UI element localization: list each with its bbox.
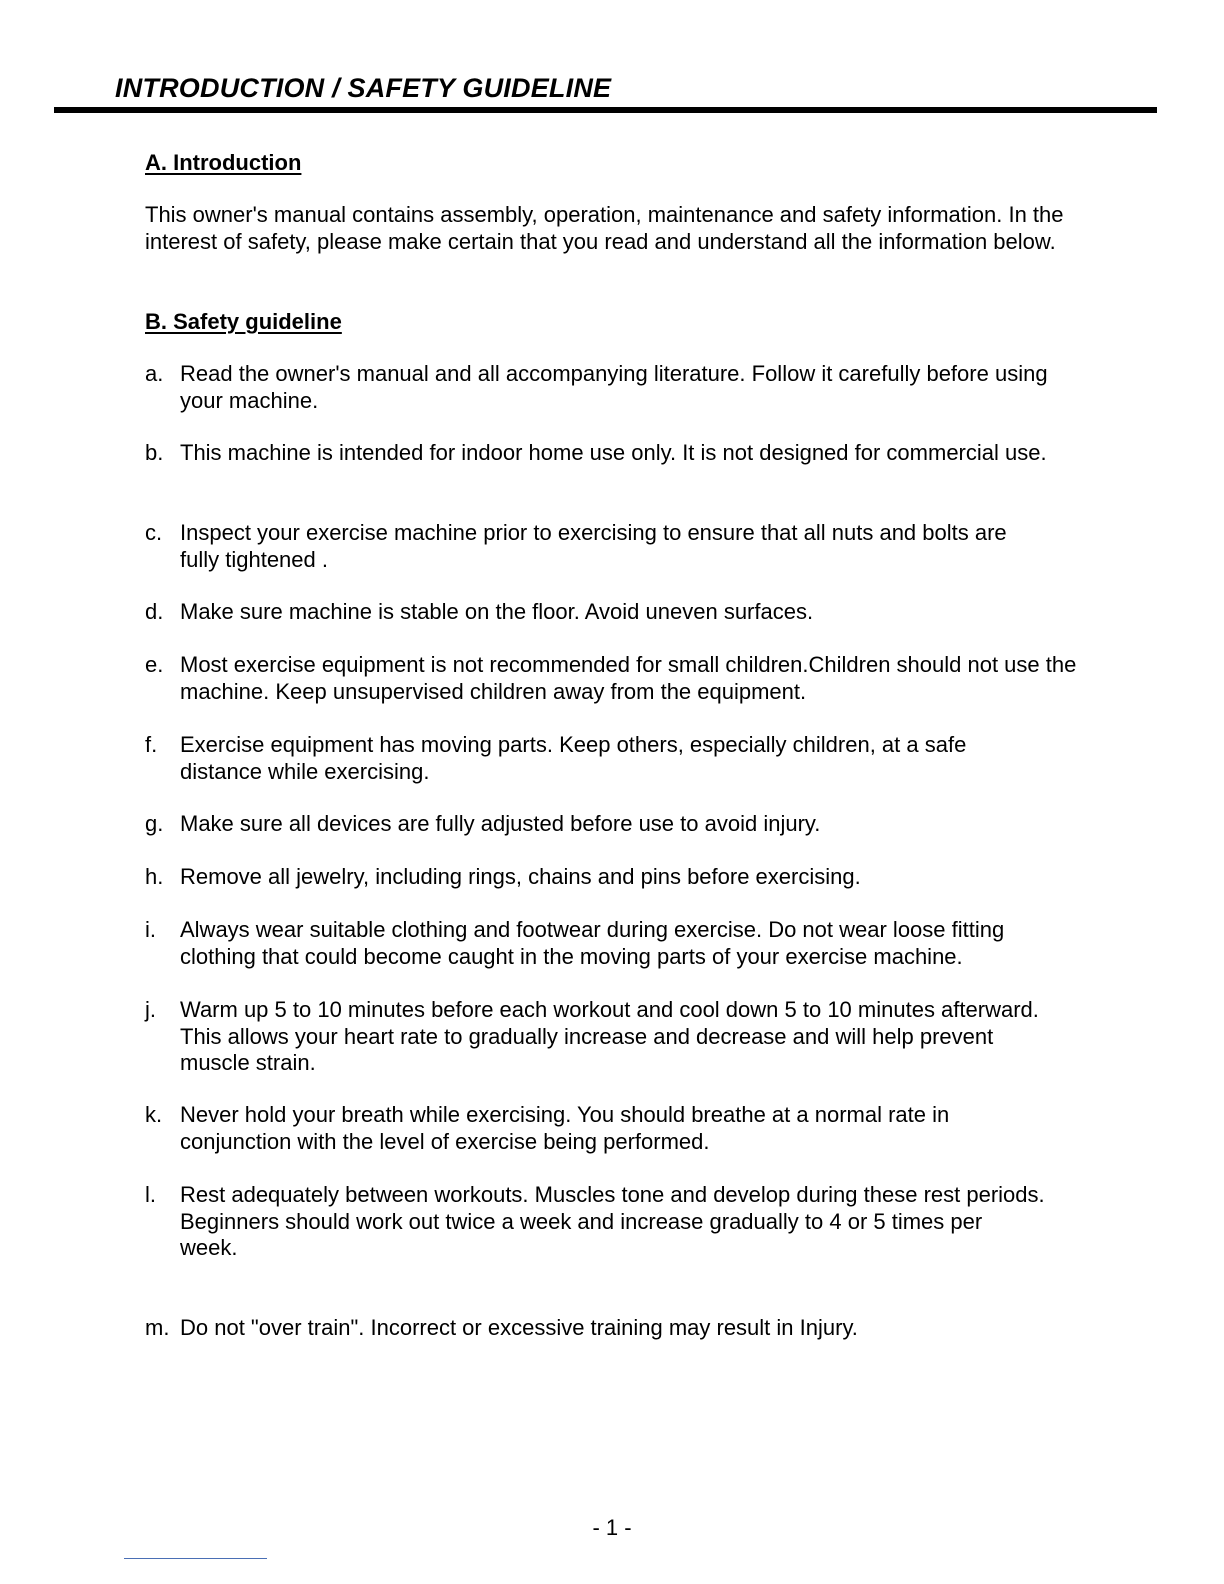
guideline-letter: d.: [145, 599, 164, 624]
guideline-letter: a.: [145, 361, 164, 386]
guideline-letter: f.: [145, 732, 158, 757]
guideline-letter: l.: [145, 1182, 156, 1207]
guideline-item-l: [145, 1182, 1045, 1262]
introduction-heading: A. Introduction: [145, 150, 302, 175]
guideline-letter: c.: [145, 520, 163, 545]
guideline-text: Make sure machine is stable on the floor. Avoid uneven surfaces.: [180, 599, 814, 624]
guideline-text: This machine is intended for indoor home use only. It is not designed for commercial use.: [180, 440, 1047, 465]
guideline-letter: j.: [145, 997, 156, 1022]
guideline-text: Make sure all devices are fully adjusted before use to avoid injury.: [180, 811, 821, 836]
guideline-item-f: [145, 732, 1045, 785]
guideline-item-h: [145, 864, 1105, 891]
guideline-text: Read the owner's manual and all accompanying literature. Follow it carefully before using your machine.: [180, 361, 1048, 413]
guideline-item-e: [145, 652, 1080, 705]
guideline-item-g: [145, 811, 1105, 838]
guideline-item-i: [145, 917, 1085, 970]
page-title: INTRODUCTION / SAFETY GUIDELINE: [115, 73, 612, 103]
guideline-text: Remove all jewelry, including rings, chains and pins before exercising.: [180, 864, 861, 889]
guideline-item-c: [145, 520, 1045, 573]
guideline-text-line-2: Beginners should work out twice a week and increase gradually to 4 or 5 times per week.: [180, 1208, 983, 1260]
guideline-item-j: [145, 997, 1045, 1077]
safety-guideline-heading: B. Safety guideline: [145, 309, 342, 334]
guideline-text: Inspect your exercise machine prior to exercising to ensure that all nuts and bolts are fully tightened .: [180, 520, 1007, 572]
introduction-paragraph: This owner's manual contains assembly, operation, maintenance and safety information. In the interest of safety, please make certain that you read and understand all the information below.: [145, 202, 1064, 254]
guideline-text: Exercise equipment has moving parts. Keep others, especially children, at a safe distance while exercising.: [180, 732, 967, 784]
guideline-letter: e.: [145, 652, 164, 677]
guideline-text-line-1: Rest adequately between workouts. Muscles tone and develop during these rest periods.: [180, 1182, 1045, 1207]
title-rule: [54, 107, 1157, 113]
guideline-item-b: [145, 440, 1080, 467]
guideline-item-d: [145, 599, 1105, 626]
guideline-text: Warm up 5 to 10 minutes before each workout and cool down 5 to 10 minutes afterward. This allows your heart rate to gradually increase and decrease and will help prevent muscle strain.: [180, 997, 1039, 1075]
page-number: - 1 -: [592, 1515, 632, 1540]
guideline-text: Always wear suitable clothing and footwear during exercise. Do not wear loose fitting clothing that could become caught in the moving parts of your exercise machine.: [180, 917, 1005, 969]
guideline-item-m: [145, 1315, 1105, 1342]
guideline-text: [180, 1182, 1045, 1262]
guideline-text: Most exercise equipment is not recommended for small children.Children should not use the machine. Keep unsupervised children away from the equipment.: [180, 652, 1077, 704]
guideline-text: Never hold your breath while exercising. You should breathe at a normal rate in conjunction with the level of exercise being performed.: [180, 1102, 950, 1154]
guideline-text: Do not "over train". Incorrect or excessive training may result in Injury.: [180, 1315, 858, 1340]
guideline-letter: b.: [145, 440, 164, 465]
guideline-letter: k.: [145, 1102, 163, 1127]
guideline-letter: h.: [145, 864, 164, 889]
guideline-letter: g.: [145, 811, 164, 836]
guideline-letter: m.: [145, 1315, 170, 1340]
guideline-item-a: [145, 361, 1065, 414]
guideline-letter: i.: [145, 917, 156, 942]
footer-rule: [124, 1558, 267, 1559]
guideline-item-k: [145, 1102, 1025, 1155]
